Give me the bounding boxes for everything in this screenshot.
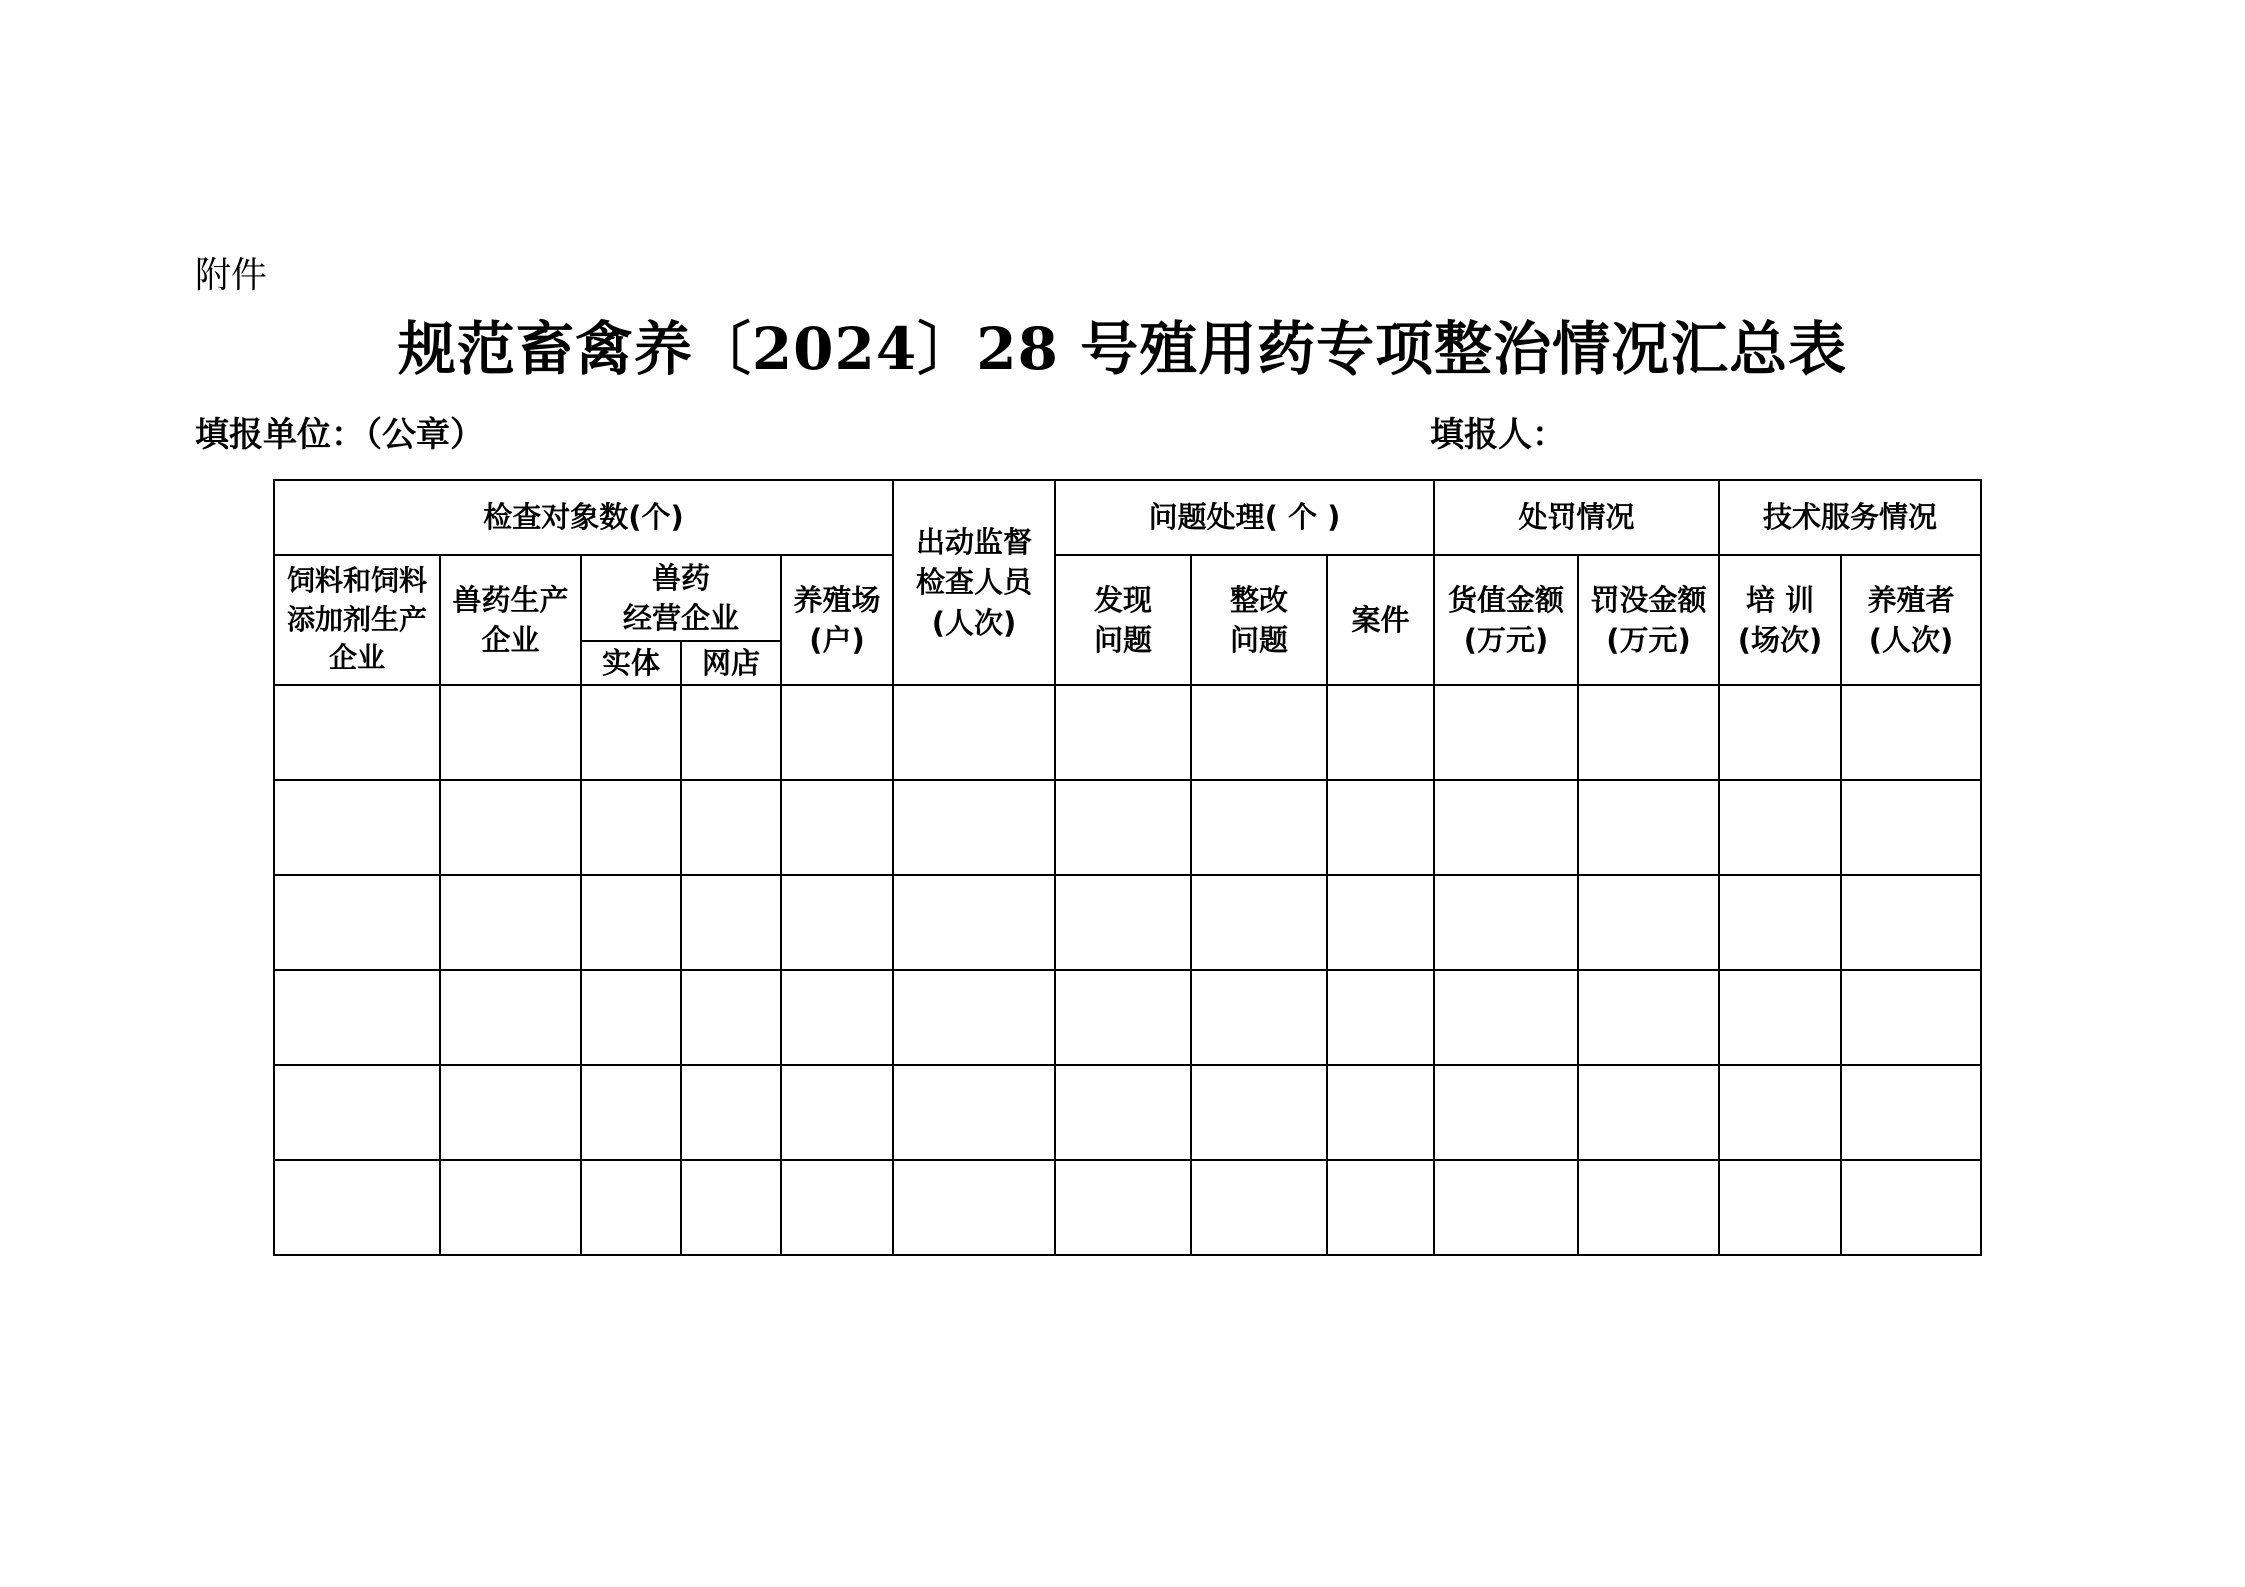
table-row [274, 685, 1981, 780]
header-feed-producers: 饲料和饲料 添加剂生产 企业 [274, 555, 440, 685]
table-cell[interactable] [1191, 1065, 1327, 1160]
table-cell[interactable] [1578, 970, 1719, 1065]
table-cell[interactable] [893, 970, 1055, 1065]
table-cell[interactable] [1841, 780, 1981, 875]
table-cell[interactable] [1434, 875, 1578, 970]
table-cell[interactable] [1327, 970, 1434, 1065]
table-cell[interactable] [1434, 685, 1578, 780]
table-cell[interactable] [1327, 780, 1434, 875]
group-inspection-targets: 检查对象数(个) [274, 480, 893, 555]
header-problems-found: 发现 问题 [1055, 555, 1191, 685]
table-cell[interactable] [1191, 970, 1327, 1065]
table-cell[interactable] [893, 1160, 1055, 1255]
table-cell[interactable] [1191, 685, 1327, 780]
table-cell[interactable] [1055, 875, 1191, 970]
table-cell[interactable] [440, 970, 581, 1065]
table-cell[interactable] [893, 685, 1055, 780]
table-cell[interactable] [1327, 685, 1434, 780]
header-supervision-staff: 出动监督 检查人员 (人次) [893, 480, 1055, 685]
table-cell[interactable] [781, 1065, 893, 1160]
table-cell[interactable] [1841, 685, 1981, 780]
table-cell[interactable] [1719, 1065, 1841, 1160]
table-cell[interactable] [1191, 780, 1327, 875]
table-cell[interactable] [274, 1160, 440, 1255]
table-cell[interactable] [781, 1160, 893, 1255]
reporter-label: 填报人： [1430, 415, 1566, 455]
table-cell[interactable] [681, 970, 781, 1065]
table-cell[interactable] [1055, 970, 1191, 1065]
table-cell[interactable] [1719, 970, 1841, 1065]
table-cell[interactable] [1578, 875, 1719, 970]
header-vet-drug-operators: 兽药 经营企业 [581, 555, 781, 641]
table-cell[interactable] [1434, 780, 1578, 875]
table-cell[interactable] [440, 875, 581, 970]
table-cell[interactable] [781, 875, 893, 970]
header-fines: 罚没金额 (万元) [1578, 555, 1719, 685]
attachment-label: 附件 [195, 255, 268, 296]
table-cell[interactable] [1578, 685, 1719, 780]
table-cell[interactable] [681, 875, 781, 970]
table-cell[interactable] [581, 780, 681, 875]
table-cell[interactable] [781, 780, 893, 875]
table-cell[interactable] [1578, 1065, 1719, 1160]
table-cell[interactable] [440, 685, 581, 780]
table-row [274, 875, 1981, 970]
table-cell[interactable] [1841, 875, 1981, 970]
table-cell[interactable] [1327, 1160, 1434, 1255]
table-cell[interactable] [1841, 1160, 1981, 1255]
table-cell[interactable] [1719, 780, 1841, 875]
table-cell[interactable] [1055, 1065, 1191, 1160]
table-row [274, 1065, 1981, 1160]
table-cell[interactable] [781, 685, 893, 780]
table-cell[interactable] [1841, 1065, 1981, 1160]
table-cell[interactable] [581, 1065, 681, 1160]
document-title: 规范畜禽养〔2024〕28 号殖用药专项整治情况汇总表 [397, 315, 1848, 383]
table-cell[interactable] [440, 1160, 581, 1255]
header-farms: 养殖场 (户) [781, 555, 893, 685]
table-cell[interactable] [581, 970, 681, 1065]
header-online-store: 网店 [681, 641, 781, 685]
table-cell[interactable] [581, 875, 681, 970]
table-cell[interactable] [1191, 1160, 1327, 1255]
header-physical-store: 实体 [581, 641, 681, 685]
table-cell[interactable] [1327, 1065, 1434, 1160]
table-cell[interactable] [1434, 1065, 1578, 1160]
table-cell[interactable] [1191, 875, 1327, 970]
table-cell[interactable] [1719, 875, 1841, 970]
table-cell[interactable] [1434, 1160, 1578, 1255]
table-cell[interactable] [274, 970, 440, 1065]
table-cell[interactable] [681, 780, 781, 875]
table-body [274, 685, 1981, 1255]
header-cases: 案件 [1327, 555, 1434, 685]
group-tech-service: 技术服务情况 [1719, 480, 1981, 555]
reporting-unit-label: 填报单位：（公章） [195, 415, 484, 455]
table-cell[interactable] [681, 1160, 781, 1255]
table-cell[interactable] [274, 780, 440, 875]
header-vet-drug-producers: 兽药生产 企业 [440, 555, 581, 685]
header-training: 培 训 (场次) [1719, 555, 1841, 685]
table-cell[interactable] [781, 970, 893, 1065]
table-cell[interactable] [581, 685, 681, 780]
table-cell[interactable] [681, 685, 781, 780]
table-cell[interactable] [274, 875, 440, 970]
header-farmers: 养殖者 (人次) [1841, 555, 1981, 685]
table-cell[interactable] [274, 685, 440, 780]
table-cell[interactable] [893, 780, 1055, 875]
table-cell[interactable] [1719, 1160, 1841, 1255]
table-cell[interactable] [1578, 780, 1719, 875]
table-cell[interactable] [1841, 970, 1981, 1065]
table-cell[interactable] [274, 1065, 440, 1160]
group-penalty: 处罚情况 [1434, 480, 1719, 555]
table-cell[interactable] [440, 1065, 581, 1160]
table-cell[interactable] [681, 1065, 781, 1160]
table-cell[interactable] [1055, 1160, 1191, 1255]
table-cell[interactable] [893, 875, 1055, 970]
table-cell[interactable] [440, 780, 581, 875]
table-cell[interactable] [1055, 685, 1191, 780]
table-cell[interactable] [581, 1160, 681, 1255]
table-cell[interactable] [1578, 1160, 1719, 1255]
table-cell[interactable] [1055, 780, 1191, 875]
table-cell[interactable] [1719, 685, 1841, 780]
header-problems-rectified: 整改 问题 [1191, 555, 1327, 685]
table-row [274, 780, 1981, 875]
group-problem-handling: 问题处理( 个 ) [1055, 480, 1434, 555]
table-cell[interactable] [1327, 875, 1434, 970]
table-row [274, 1160, 1981, 1255]
table-row [274, 970, 1981, 1065]
summary-table [273, 479, 1982, 1256]
header-goods-value: 货值金额 (万元) [1434, 555, 1578, 685]
table-cell[interactable] [1434, 970, 1578, 1065]
table-cell[interactable] [893, 1065, 1055, 1160]
